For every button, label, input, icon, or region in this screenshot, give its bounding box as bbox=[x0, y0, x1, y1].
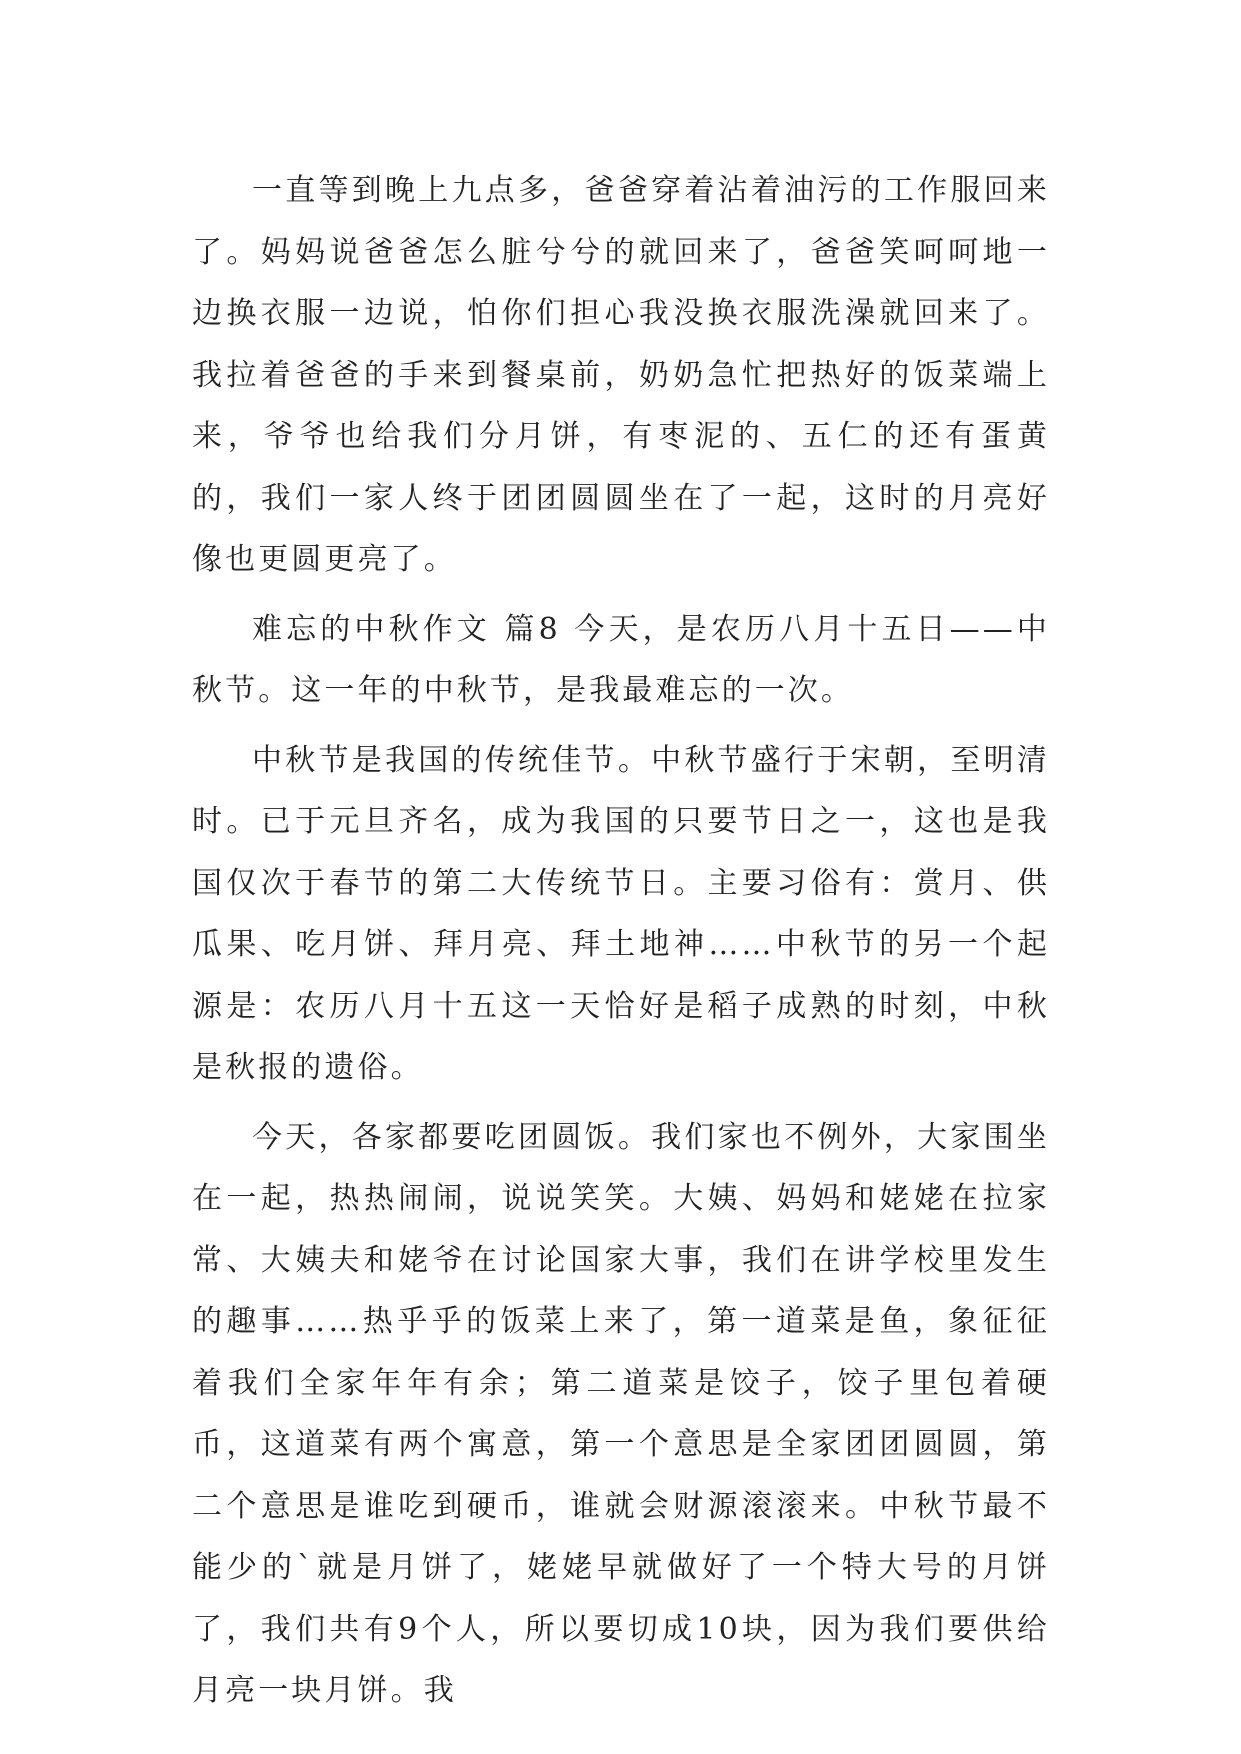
paragraph-1: 一直等到晚上九点多，爸爸穿着沾着油污的工作服回来了。妈妈说爸爸怎么脏兮兮的就回来了，爸爸笑呵呵地一边换衣服一边说，怕你们担心我没换衣服洗澡就回来了。我拉着爸爸的手来到餐桌前，奶奶急忙把热好的饭菜端上来，爷爷也给我们分月饼，有枣泥的、五仁的还有蛋黄的，我们一家人终于团团圆圆坐在了一起，这时的月亮好像也更圆更亮了。 bbox=[192, 173, 1050, 577]
paragraph-gap bbox=[192, 722, 1050, 730]
paragraph-gap bbox=[192, 1099, 1050, 1107]
spacer bbox=[561, 612, 575, 647]
section-heading: 难忘的中秋作文 篇8 bbox=[252, 611, 561, 647]
paragraph-3: 中秋节是我国的传统佳节。中秋节盛行于宋朝，至明清时。已于元旦齐名，成为我国的只要节日之一，这也是我国仅次于春节的第二大传统节日。主要习俗有：赏月、供瓜果、吃月饼、拜月亮、拜土地神……中秋节的另一个起源是：农历八月十五这一天恰好是稻子成熟的时刻，中秋是秋报的遗俗。 bbox=[192, 742, 1050, 1085]
paragraph-2 bbox=[192, 599, 1050, 722]
paragraph-4: 今天，各家都要吃团圆饭。我们家也不例外，大家围坐在一起，热热闹闹，说说笑笑。大姨、妈妈和姥姥在拉家常、大姨夫和姥爷在讨论国家大事，我们在讲学校里发生的趣事……热乎乎的饭菜上来了，第一道菜是鱼，象征征着我们全家年年有余；第二道菜是饺子，饺子里包着硬币，这道菜有两个寓意，第一个意思是全家团团圆圆，第二个意思是谁吃到硬币，谁就会财源滚滚来。中秋节最不能少的`就是月饼了，姥姥早就做好了一个特大号的月饼了，我们共有9个人，所以要切成10块，因为我们要供给月亮一块月饼。我 bbox=[192, 1119, 1050, 1708]
document-body bbox=[192, 160, 1050, 1722]
paragraph-gap bbox=[192, 591, 1050, 599]
paragraph-2-text: 今天，是农历八月十五日——中秋节。这一年的中秋节，是我最难忘的一次。 bbox=[192, 611, 1051, 708]
